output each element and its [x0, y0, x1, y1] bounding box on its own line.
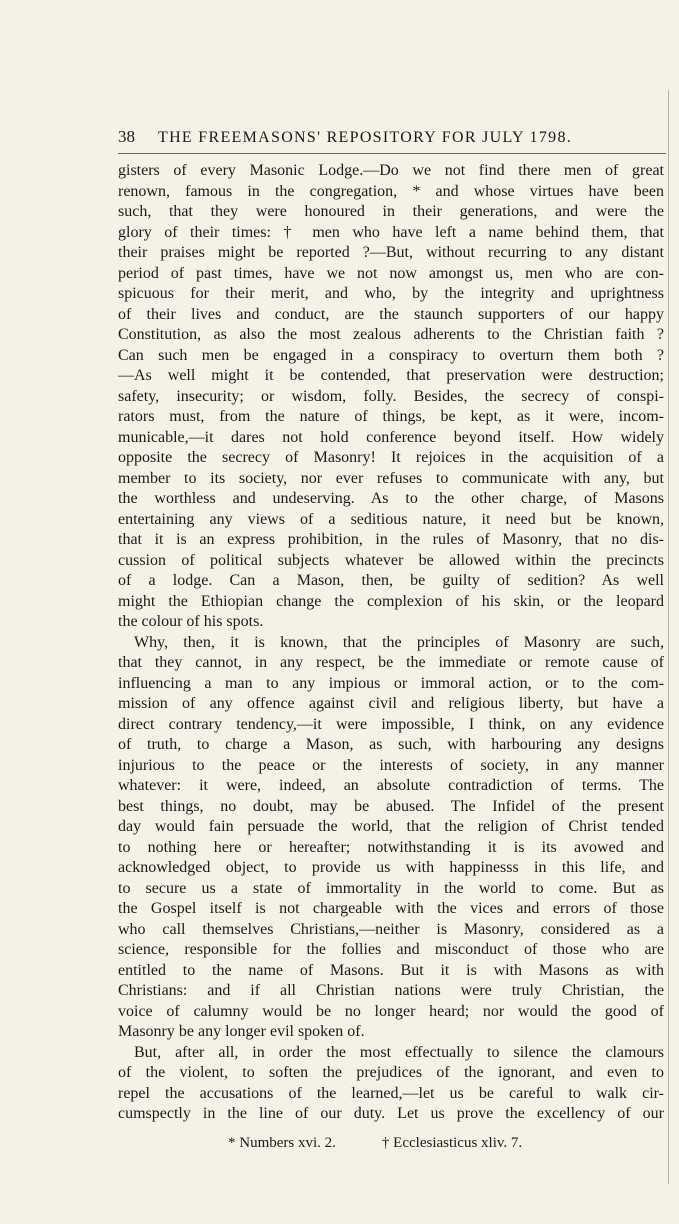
text-line: best things, no doubt, may be abused. The Infidel of the present: [118, 797, 664, 815]
text-line: of the violent, to soften the prejudices of the ignorant, and even to: [118, 1064, 664, 1081]
footnotes: [228, 1135, 628, 1152]
text-line: rators must, from the nature of things, be kept, as it were, incom-: [118, 408, 664, 425]
text-line: municable,—it dares not hold conference beyond itself. How widely: [118, 428, 664, 446]
text-line: entertaining any views of a seditious nature, it need but be known,: [118, 510, 664, 528]
text-line: might the Ethiopian change the complexion of his skin, or the leopard: [118, 592, 664, 610]
page-number: 38: [118, 127, 135, 146]
text-line: of a lodge. Can a Mason, then, be guilty of sedition? As well: [118, 572, 664, 589]
text-line: of truth, to charge a Mason, as such, with harbouring any designs: [118, 736, 664, 753]
text-line: direct contrary tendency,—it were impossible, I think, on any evidence: [118, 715, 664, 733]
text-line: Christians: and if all Christian nations were truly Christian, the: [118, 982, 664, 999]
footnote-ecclesiasticus: † Ecclesiasticus xliv. 7.: [381, 1135, 523, 1151]
running-head-title: THE FREEMASONS' REPOSITORY FOR JULY 1798.: [158, 129, 573, 146]
text-line: opposite the secrecy of Masonry! It rejoices in the acquisition of a: [118, 449, 664, 466]
text-line: the Gospel itself is not chargeable with the vices and errors of those: [118, 900, 664, 917]
text-line: glory of their times: † men who have left a name behind them, that: [118, 223, 664, 241]
text-line: spicuous for their merit, and who, by the integrity and uprightness: [118, 285, 664, 302]
text-line: science, responsible for the follies and misconduct of those who are: [118, 941, 664, 958]
text-line: Can such men be engaged in a conspiracy to overturn them both ?: [118, 346, 664, 364]
text-line: Masonry be any longer evil spoken of.: [118, 1023, 365, 1040]
text-line: their praises might be reported ?—But, without recurring to any distant: [118, 244, 664, 261]
text-line: acknowledged object, to provide us with happinesss in this life, and: [118, 859, 664, 876]
text-line: of their lives and conduct, are the staunch supporters of our happy: [118, 305, 664, 323]
text-line: injurious to the peace or the interests of society, in any manner: [118, 756, 664, 774]
footnote-numbers: * Numbers xvi. 2.: [228, 1135, 336, 1151]
text-line: member to its society, nor ever refuses to communicate with any, but: [118, 469, 664, 487]
text-line: Constitution, as also the most zealous adherents to the Christian faith ?: [118, 326, 664, 343]
text-line: cussion of political subjects whatever be allowed within the precincts: [118, 551, 664, 569]
text-line: gisters of every Masonic Lodge.—Do we not find there men of great: [118, 162, 664, 179]
text-line: to nothing here or hereafter; notwithstanding it is its avowed and: [118, 838, 664, 856]
text-line: day would fain persuade the world, that the religion of Christ tended: [118, 818, 664, 835]
text-line: the colour of his spots.: [118, 613, 264, 630]
text-line: to secure us a state of immortality in the world to come. But as: [118, 879, 664, 897]
text-line: voice of calumny would be no longer heard; nor would the good of: [118, 1002, 664, 1020]
text-line: who call themselves Christians,—neither is Masonry, considered as a: [118, 920, 664, 938]
text-line: cumspectly in the line of our duty. Let us prove the excellency of our: [118, 1105, 664, 1122]
text-line: that it is an express prohibition, in the rules of Masonry, that no dis-: [118, 531, 664, 548]
text-line: mission of any offence against civil and religious liberty, but have a: [118, 695, 664, 712]
text-line: whatever: it were, indeed, an absolute contradiction of terms. The: [118, 777, 664, 794]
text-line: entitled to the name of Masons. But it is with Masons as with: [118, 961, 664, 979]
text-line: renown, famous in the congregation, * and whose virtues have been: [118, 182, 664, 200]
page-edge-rule: [668, 90, 669, 1184]
text-line: that they cannot, in any respect, be the immediate or remote cause of: [118, 654, 664, 671]
text-line: influencing a man to any impious or immoral action, or to the com-: [118, 674, 664, 692]
text-line: Why, then, it is known, that the principles of Masonry are such,: [134, 633, 664, 651]
text-line: repel the accusations of the learned,—let us be careful to walk cir-: [118, 1084, 664, 1102]
text-line: But, after all, in order the most effectually to silence the clamours: [134, 1043, 664, 1061]
text-line: —As well might it be contended, that preservation were destruction;: [118, 367, 664, 384]
text-line: the worthless and undeserving. As to the other charge, of Masons: [118, 490, 664, 507]
text-line: period of past times, have we not now amongst us, men who are con-: [118, 264, 664, 282]
text-line: such, that they were honoured in their generations, and were the: [118, 203, 664, 220]
body-text: [118, 161, 664, 1125]
text-line: safety, insecurity; or wisdom, folly. Besides, the secrecy of conspi-: [118, 387, 664, 405]
running-header: [118, 127, 666, 154]
